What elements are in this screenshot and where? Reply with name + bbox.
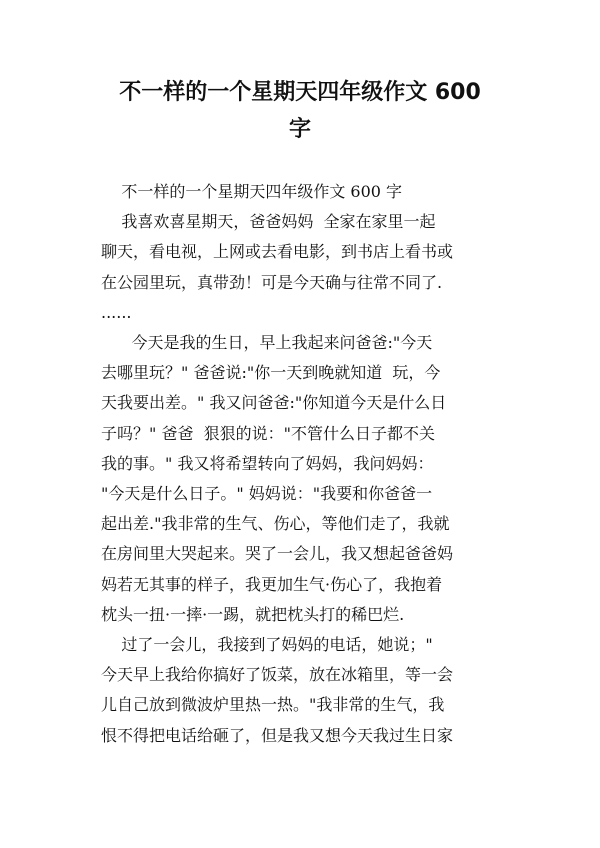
- essay-line: 子吗？" 爸爸 狠狠的说："不管什么日子都不关: [101, 423, 435, 443]
- essay-line: 儿自己放到微波炉里热一热。"我非常的生气，我: [101, 695, 445, 715]
- title-line-2: 字: [288, 117, 311, 142]
- essay-line: 我的事。" 我又将希望转向了妈妈，我问妈妈：: [101, 453, 434, 473]
- essay-line: 恨不得把电话给砸了，但是我又想今天我过生日家: [101, 725, 454, 745]
- title-line-1: 不一样的一个星期天四年级作文 600: [119, 80, 481, 105]
- essay-line: 妈若无其事的样子，我更加生气·伤心了，我抱着: [101, 574, 443, 594]
- document-title: [90, 74, 510, 148]
- essay-line: 枕头一扭·一摔·一踢，就把枕头打的稀巴烂.: [101, 604, 405, 624]
- essay-line: 在房间里大哭起来。哭了一会儿，我又想起爸爸妈: [101, 544, 454, 564]
- essay-line: 起出差."我非常的生气、伤心，等他们走了，我就: [101, 514, 450, 534]
- essay-line: 过了一会儿，我接到了妈妈的电话，她说；": [101, 635, 433, 655]
- essay-line: 今天早上我给你搞好了饭菜，放在冰箱里，等一会: [101, 665, 454, 685]
- essay-line: 今天是我的生日，早上我起来问爸爸:"今天: [101, 333, 433, 353]
- essay-line: 天我要出差。" 我又问爸爸:"你知道今天是什么日: [101, 393, 447, 413]
- essay-line: 不一样的一个星期天四年级作文 600 字: [101, 182, 403, 201]
- essay-line: 在公园里玩，真带劲！可是今天确与往常不同了.: [101, 272, 443, 292]
- essay-line: "今天是什么日子。" 妈妈说："我要和你爸爸一: [101, 484, 433, 504]
- essay-line: 去哪里玩？" 爸爸说:"你一天到晚就知道 玩，今: [101, 363, 441, 383]
- essay-line: 聊天，看电视，上网或去看电影，到书店上看书或: [101, 242, 454, 262]
- essay-line: ......: [101, 302, 132, 322]
- essay-body: [101, 177, 501, 751]
- essay-line: 我喜欢喜星期天，爸爸妈妈 全家在家里一起: [101, 212, 436, 232]
